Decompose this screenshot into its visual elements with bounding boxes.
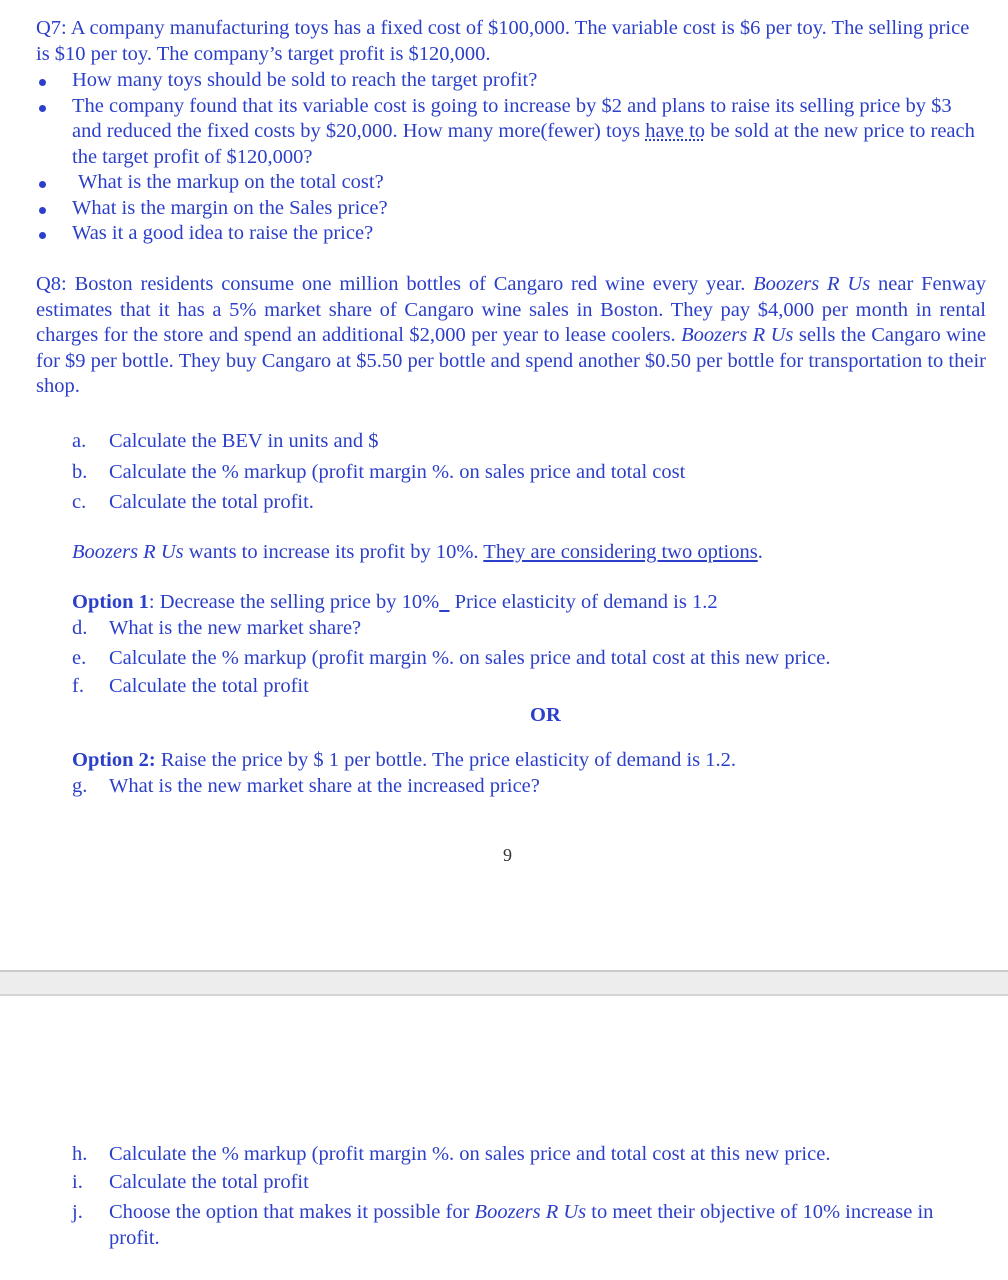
q8-item-f: f. Calculate the total profit	[72, 675, 309, 697]
option-2-line: Option 2: Raise the price by $ 1 per bottle. The price elasticity of demand is 1.2.	[72, 749, 737, 771]
q8-intro: Q8: Boston residents consume one million bottles of Cangaro red wine every year. Boozers R Us near Fenway estimates that it has a 5% market share of Cangaro wine sales in Boston. They pay $4,000 per month in rental charges for the store and spend an additional $2,000 per year to lease coolers. Boozers R Us sells the Cangaro wine for $9 per bottle. They buy Cangaro at $5.50 per bottle and spend another $0.50 per bottle for transportation to their shop.	[36, 273, 987, 397]
q7-bullet-3: What is the markup on the total cost?	[36, 170, 986, 196]
q7-bullet-list	[36, 68, 986, 247]
q8-goal-line: Boozers R Us wants to increase its profit by 10%. They are considering two options.	[72, 541, 763, 563]
q8-item-g: g. What is the new market share at the increased price?	[72, 775, 540, 797]
q8-item-i: i. Calculate the total profit	[72, 1171, 309, 1193]
q8-item-j: j. Choose the option that makes it possible for Boozers R Us to meet their objective of 10% increase in profit.	[72, 1201, 934, 1249]
q8-item-b: b. Calculate the % markup (profit margin %. on sales price and total cost	[72, 461, 686, 483]
q8-item-c: c. Calculate the total profit.	[72, 491, 314, 513]
q7-bullet-4: What is the margin on the Sales price?	[36, 196, 986, 222]
page-10	[0, 996, 1008, 1280]
q8-item-e: e. Calculate the % markup (profit margin %. on sales price and total cost at this new price.	[72, 647, 831, 669]
page-break	[0, 970, 1008, 996]
q8-item-a: a. Calculate the BEV in units and $	[72, 430, 379, 452]
or-divider-text: OR	[530, 704, 561, 726]
q7-bullet-2: The company found that its variable cost is going to increase by $2 and plans to raise its selling price by $3 and reduced the fixed costs by $20,000. How many more(fewer) toys have to be sold at the new price to reach the target profit of $120,000?	[36, 94, 986, 171]
q8-item-h: h. Calculate the % markup (profit margin %. on sales price and total cost at this new price.	[72, 1143, 831, 1165]
option-1-line: Option 1: Decrease the selling price by 10% Price elasticity of demand is 1.2	[72, 591, 718, 613]
q7-bullet-1: How many toys should be sold to reach the target profit?	[36, 68, 986, 94]
page-number: 9	[503, 845, 512, 865]
q8-item-d: d. What is the new market share?	[72, 617, 362, 639]
q7-intro: Q7: A company manufacturing toys has a fixed cost of $100,000. The variable cost is $6 per toy. The selling price is $10 per toy. The company’s target profit is $120,000.	[36, 17, 970, 65]
q7-bullet-5: Was it a good idea to raise the price?	[36, 221, 986, 247]
